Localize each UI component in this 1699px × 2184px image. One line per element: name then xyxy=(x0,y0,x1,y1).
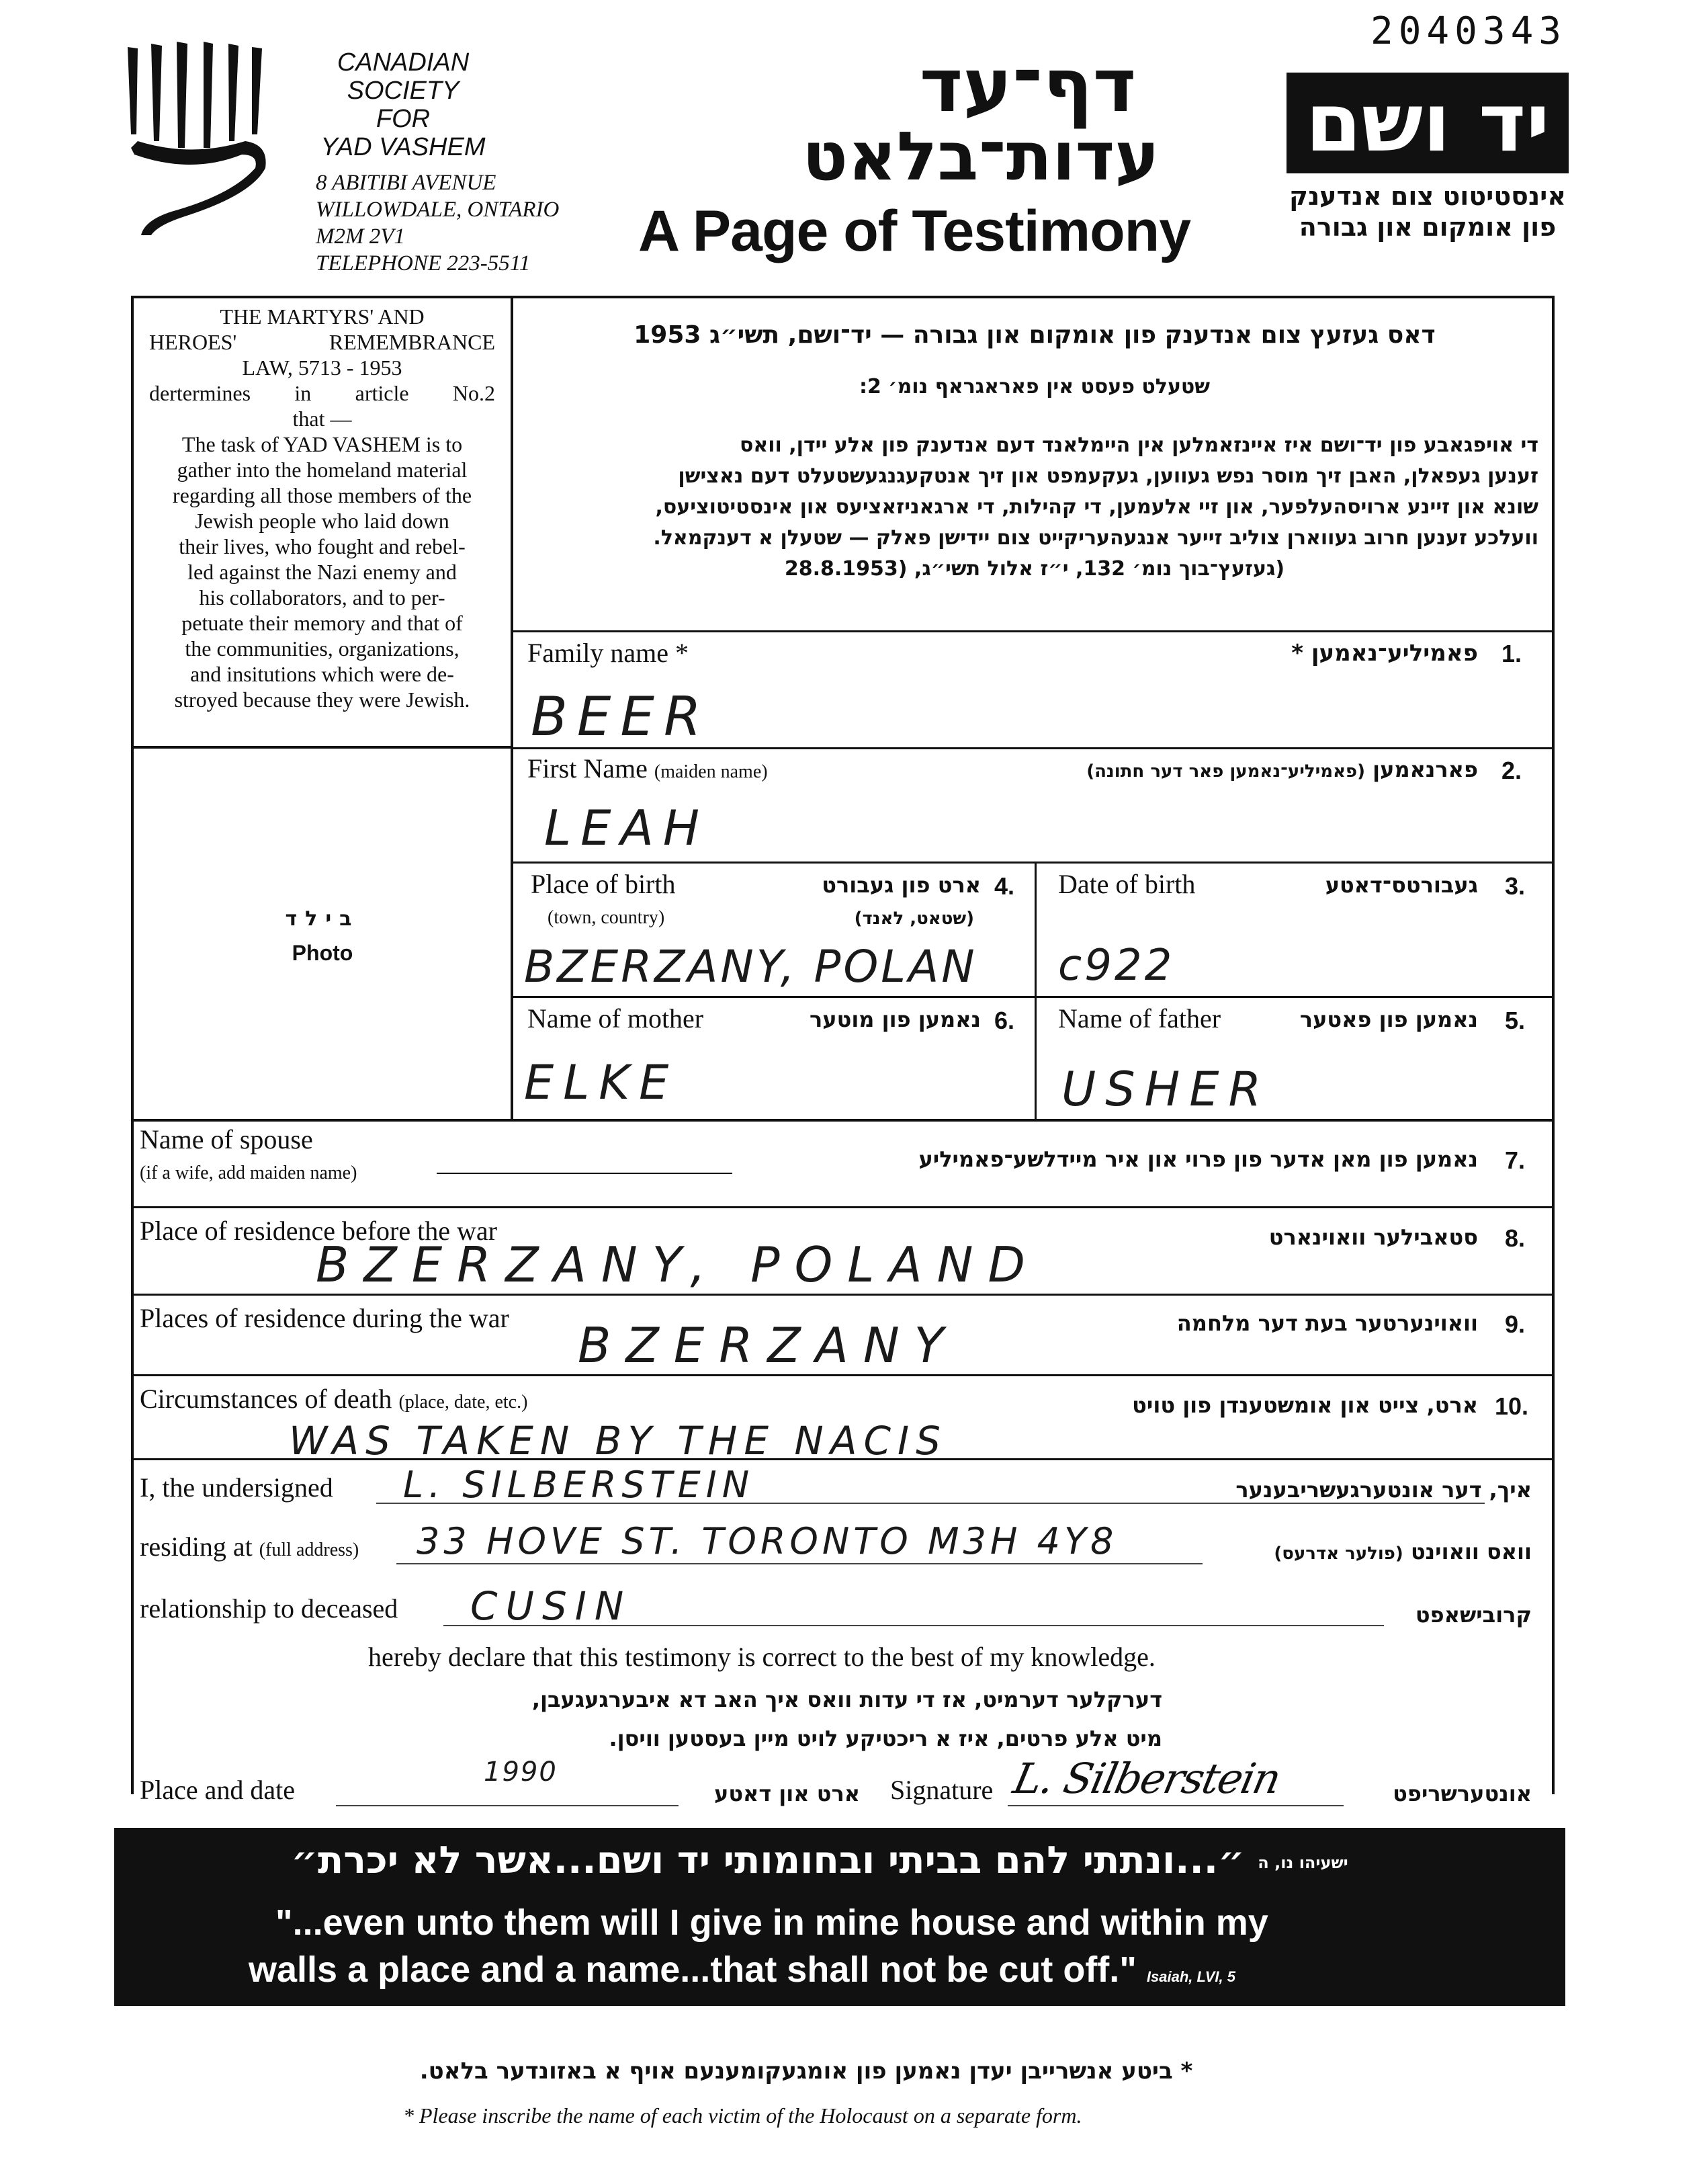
law-heading-line: THE MARTYRS' AND xyxy=(220,304,425,329)
frame-line xyxy=(1035,862,1037,1120)
law-body-line: The task of YAD VASHEM is to xyxy=(181,432,463,456)
mother-label-yiddish: נאמען פון מוטער xyxy=(810,1007,981,1032)
address-line: 8 ABITIBI AVENUE xyxy=(316,171,496,195)
law-yiddish-line: שונא און זיינע ארויסהעלפער, און זיי אלעמען, די קהילות, די ארגאניזאציעס און אינסטיטוציעס, xyxy=(655,495,1538,519)
org-name-line: CANADIAN xyxy=(337,48,470,77)
frame-line xyxy=(131,1119,1554,1122)
law-body-line: stroyed because they were Jewish. xyxy=(174,687,470,712)
law-heading-line: dertermines in article No.2 xyxy=(149,381,495,405)
spouse-label-yiddish: נאמען פון מאן אדער פון פרוי און איר מיידלשע־פאמיליע xyxy=(918,1146,1478,1172)
banner-english-2-text: walls a place and a name...that shall not be cut off." xyxy=(249,1949,1137,1990)
residing-value[interactable]: 33 HOVE ST. TORONTO M3H 4Y8 xyxy=(417,1520,1118,1562)
law-yiddish-title: דאס געזעץ צום אנדענק פון אומקום און גבורה — יד־ושם, תשי״ג 1953 xyxy=(634,321,1436,349)
residing-yi-sub: (פולער אדרעס) xyxy=(1274,1544,1403,1564)
undersigned-label: I, the undersigned xyxy=(140,1472,333,1503)
residence-during-value[interactable]: BZERZANY xyxy=(578,1317,959,1374)
place-date-value[interactable]: 1990 xyxy=(484,1757,558,1788)
law-body-line: and insitutions which were de- xyxy=(190,662,454,686)
relationship-label-yiddish: קרובישאפט xyxy=(1415,1602,1532,1628)
law-body-line: the communities, organizations, xyxy=(185,636,460,661)
law-body-line: their lives, who fought and rebel- xyxy=(179,534,466,558)
law-yiddish-subtitle: שטעלט פעסט אין פאראגראף נומ׳ 2: xyxy=(859,375,1211,398)
law-yiddish-line: די אויפגאבע פון יד־ושם איז איינזאמלען אין היימלאנד דעם אנדענק פון אלע יידן, וואס xyxy=(740,433,1538,457)
frame-line xyxy=(131,1374,1554,1376)
org-name-line: FOR xyxy=(376,105,431,133)
banner-hebrew xyxy=(114,1839,1525,1882)
org-name-line: YAD VASHEM xyxy=(320,133,486,161)
address-line: M2M 2V1 xyxy=(316,224,405,249)
yad-vashem-logo xyxy=(1287,73,1569,173)
first-name-label-sub: (maiden name) xyxy=(654,761,768,782)
law-body-line: regarding all those members of the xyxy=(172,483,472,507)
law-heading-line: HEROES' REMEMBRANCE xyxy=(149,330,495,354)
place-of-birth-label: Place of birth xyxy=(531,869,676,899)
law-box xyxy=(149,304,495,712)
date-of-birth-label: Date of birth xyxy=(1058,869,1196,899)
signature-line xyxy=(1008,1805,1344,1806)
date-of-birth-value[interactable]: c922 xyxy=(1058,941,1175,991)
place-of-birth-value[interactable]: BZERZANY, POLAN xyxy=(524,941,977,993)
banner-hebrew-ref: ישעיהו נו, ה xyxy=(1258,1853,1348,1872)
field-number: 2. xyxy=(1501,757,1522,784)
law-body-line: gather into the homeland material xyxy=(177,458,468,482)
residence-during-label-yiddish: וואוינערטער בעת דער מלחמה xyxy=(1176,1310,1478,1336)
field-number: 8. xyxy=(1505,1224,1526,1252)
residence-before-label-yiddish: סטאבילער וואוינארט xyxy=(1268,1224,1478,1250)
field-number: 5. xyxy=(1505,1007,1526,1034)
logo-text: יד ושם xyxy=(1305,76,1550,170)
law-yiddish-body xyxy=(531,430,1538,585)
residing-yi-main: וואס וואוינט xyxy=(1410,1539,1532,1564)
frame-line xyxy=(131,296,134,1794)
first-name-label-yiddish xyxy=(981,757,1478,782)
place-date-label: Place and date xyxy=(140,1775,295,1805)
declaration-yiddish-1: דערקלער דערמיט, אז די עדות וואס איך האב דא איבערגעגעבן, xyxy=(531,1687,1162,1712)
quote-banner xyxy=(114,1828,1565,2006)
law-yiddish-line: וועלכע זענען חרוב געווארן צוליב זייער אנגעהעריקייט צום יידישן פאלק — שטעלן א דענקמאל. xyxy=(653,526,1538,550)
page-title: A Page of Testimony xyxy=(638,199,1191,263)
field-number: 9. xyxy=(1505,1310,1526,1338)
place-date-label-yiddish: ארט און דאטע xyxy=(714,1781,860,1806)
document-number: 2040343 xyxy=(1370,9,1567,53)
relationship-value[interactable]: CUSIN xyxy=(470,1583,632,1629)
frame-line xyxy=(511,630,1553,632)
frame-line xyxy=(131,1294,1554,1296)
death-value[interactable]: WAS TAKEN BY THE NACIS xyxy=(289,1418,947,1464)
death-label xyxy=(140,1383,527,1415)
relationship-label: relationship to deceased xyxy=(140,1593,398,1624)
family-name-value[interactable]: BEER xyxy=(531,685,711,748)
title-yiddish-1: דף־עד xyxy=(919,42,1137,128)
place-of-birth-label-yiddish: ארט פון געבורט xyxy=(822,872,981,898)
first-name-value[interactable]: LEAH xyxy=(544,800,709,856)
field-number: 10. xyxy=(1495,1392,1529,1420)
residing-label-main: residing at xyxy=(140,1531,253,1562)
spouse-label-sub: (if a wife, add maiden name) xyxy=(140,1163,357,1183)
declaration-yiddish-2: מיט אלע פרטים, איז א ריכטיקע לויט מיין בעסטען וויסן. xyxy=(609,1726,1162,1751)
law-yiddish-line: זענען געפאלן, האבן זיך מוסר נפש געווען, געקעמפט און זיך אנטקעגנגעשטעלט דעם נאצישן xyxy=(678,464,1538,488)
father-label-yiddish: נאמען פון פאטער xyxy=(1299,1007,1478,1032)
law-yiddish-line: (געזעץ־בוך נומ׳ 132, י״ז אלול תשי״ג, (28.8.1953 xyxy=(784,557,1285,581)
declaration-text: hereby declare that this testimony is correct to the best of my knowledge. xyxy=(368,1642,1156,1672)
family-name-label-yiddish: פאמיליע־נאמען * xyxy=(1291,640,1478,667)
frame-line xyxy=(1552,296,1555,1794)
logo-subtitle-2: פון אומקום און גבורה xyxy=(1299,212,1557,242)
org-name xyxy=(316,48,490,161)
field-number: 6. xyxy=(994,1007,1015,1034)
family-name-label: Family name * xyxy=(527,638,689,668)
death-label-main: Circumstances of death xyxy=(140,1384,392,1414)
first-name-yi-sub: (פאמיליע־נאמען פאר דער חתונה) xyxy=(1086,761,1365,782)
date-of-birth-label-yiddish: געבורטס־דאטע xyxy=(1325,872,1478,898)
first-name-label xyxy=(527,753,768,784)
frame-line xyxy=(131,1206,1554,1208)
field-number: 3. xyxy=(1505,872,1526,900)
law-heading-line: LAW, 5713 - 1953 xyxy=(242,355,402,380)
title-yiddish-2: עדות־בלאט xyxy=(802,117,1160,196)
law-body-line: Jewish people who laid down xyxy=(195,509,449,533)
death-label-yiddish: ארט, צייט און אומשטענדן פון טויט xyxy=(1132,1392,1478,1418)
org-name-line: SOCIETY xyxy=(347,77,460,105)
footer-yiddish: * ביטע אנשרייבן יעדן נאמען פון אומגעקומענעם אויף א באזונדער בלאט. xyxy=(419,2058,1193,2085)
undersigned-value[interactable]: L. SILBERSTEIN xyxy=(403,1464,755,1506)
mother-label: Name of mother xyxy=(527,1003,704,1034)
first-name-yi-main: פארנאמען xyxy=(1373,757,1478,782)
banner-english-2 xyxy=(249,1949,1235,1990)
footer-english: * Please inscribe the name of each victim of the Holocaust on a separate form. xyxy=(403,2103,1082,2128)
banner-english-1: "...even unto them will I give in mine house and within my xyxy=(275,1902,1268,1943)
banner-english-ref: Isaiah, LVI, 5 xyxy=(1146,1968,1235,1985)
frame-line xyxy=(131,296,1554,298)
father-value[interactable]: USHER xyxy=(1061,1062,1271,1117)
menorah-logo xyxy=(124,40,275,255)
logo-subtitle-1: אינסטיטוט צום אנדענק xyxy=(1289,181,1567,211)
address-line: TELEPHONE 223-5511 xyxy=(316,251,531,276)
death-label-sub: (place, date, etc.) xyxy=(398,1392,528,1413)
residing-label xyxy=(140,1531,359,1562)
residence-before-label: Place of residence before the war xyxy=(140,1216,497,1246)
undersigned-label-yiddish: איך, דער אונטערגעשריבענער xyxy=(1235,1477,1532,1503)
place-of-birth-sub-yiddish: (שטאט, לאנד) xyxy=(854,909,974,929)
address-line: WILLOWDALE, ONTARIO xyxy=(316,198,560,222)
residing-line xyxy=(396,1563,1203,1564)
photo-label: Photo xyxy=(292,941,353,965)
signature-value[interactable]: L. Silberstein xyxy=(1009,1754,1284,1803)
photo-label-yiddish: בילד xyxy=(285,907,360,931)
residence-before-value[interactable]: BZERZANY, POLAND xyxy=(316,1236,1040,1293)
law-body-line: petuate their memory and that of xyxy=(181,611,463,635)
signature-label-yiddish: אונטערשריפט xyxy=(1393,1781,1532,1806)
first-name-label-main: First Name xyxy=(527,753,648,784)
law-heading-line: that — xyxy=(292,407,352,431)
law-body-line: led against the Nazi enemy and xyxy=(187,560,457,584)
spouse-label: Name of spouse xyxy=(140,1124,313,1154)
field-number: 1. xyxy=(1501,640,1522,667)
field-number: 7. xyxy=(1505,1146,1526,1174)
residing-label-sub: (full address) xyxy=(259,1540,359,1560)
mother-value[interactable]: ELKE xyxy=(524,1055,679,1110)
field-number: 4. xyxy=(994,872,1015,900)
father-label: Name of father xyxy=(1058,1003,1221,1034)
frame-line xyxy=(511,996,1553,998)
frame-line xyxy=(131,746,511,749)
residing-label-yiddish xyxy=(1209,1539,1532,1564)
place-date-line xyxy=(336,1805,679,1806)
spouse-value-line xyxy=(437,1173,732,1174)
residence-during-label: Places of residence during the war xyxy=(140,1303,509,1333)
place-of-birth-sub: (town, country) xyxy=(548,907,665,928)
law-body-line: his collaborators, and to per- xyxy=(199,585,445,610)
banner-hebrew-text: ״...ונתתי להם בביתי ובחומותי יד ושם...אשר לא יכרת״ xyxy=(291,1839,1245,1882)
frame-line xyxy=(511,862,1553,864)
signature-label: Signature xyxy=(890,1775,994,1805)
org-address xyxy=(316,169,559,277)
